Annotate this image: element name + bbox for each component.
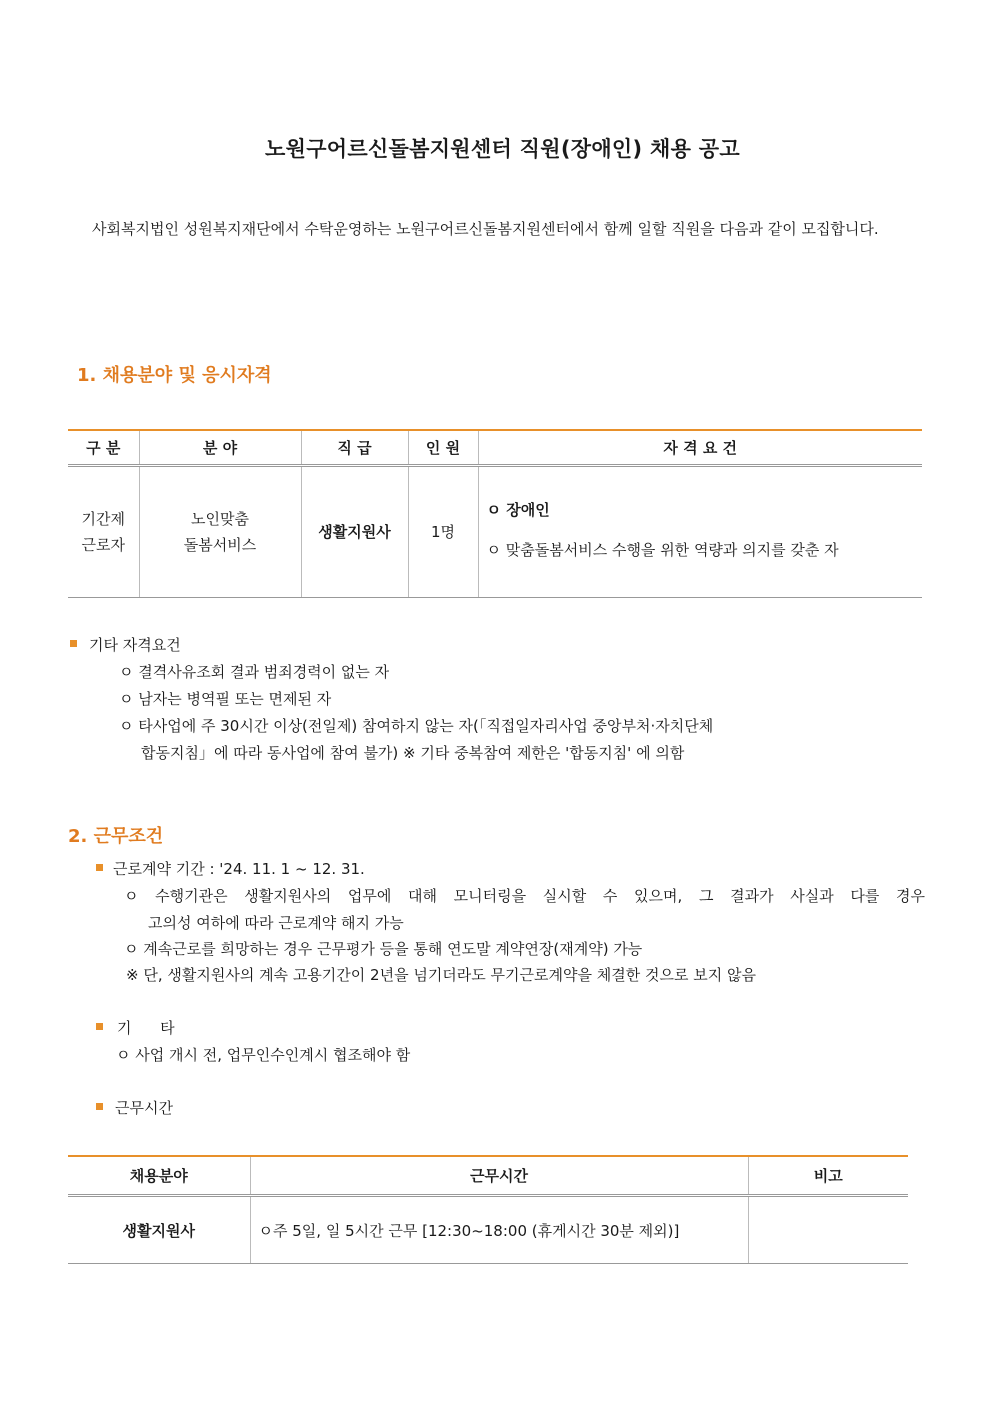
list-item-continuation: 고의성 여하에 따라 근로계약 해지 가능: [148, 914, 404, 932]
list-item: ㅇ 타사업에 주 30시간 이상(전일제) 참여하지 않는 자(「직접일자리사업 중앙부처·자치단체: [119, 717, 714, 735]
header-note: 비고: [748, 1156, 908, 1196]
work-hours-heading: 근무시간: [96, 1095, 173, 1122]
intro-paragraph: [74, 216, 926, 243]
other-requirements-heading: 기타 자격요건: [70, 632, 181, 659]
etc-heading: 기 타: [96, 1015, 175, 1042]
list-item: ㅇ 결격사유조회 결과 범죄경력이 없는 자: [119, 663, 390, 681]
header-hours: 근무시간: [250, 1156, 748, 1196]
section1-heading: 1. 채용분야 및 응시자격: [77, 365, 272, 386]
square-bullet-icon: [96, 1023, 103, 1030]
cell-field: 생활지원사: [68, 1196, 250, 1264]
header-category: 구 분: [68, 430, 139, 466]
contract-period-heading: 근로계약 기간 : '24. 11. 1 ~ 12. 31.: [96, 856, 365, 883]
header-field: 분 야: [139, 430, 301, 466]
cell-note: [748, 1196, 908, 1264]
cell-position: 생활지원사: [301, 466, 408, 598]
requirement-item: ㅇ 장애인: [486, 501, 550, 519]
header-field: 채용분야: [68, 1156, 250, 1196]
category-line2: 근로자: [81, 536, 125, 554]
square-bullet-icon: [70, 640, 77, 647]
table-header-row: [68, 1156, 908, 1196]
cell-requirements: [478, 466, 922, 598]
intro-text: 사회복지법인 성원복지재단에서 수탁운영하는 노원구어르신돌봄지원센터에서 함께 일할 직원을 다음과 같이 모집합니다.: [92, 220, 879, 238]
list-item-continuation: 합동지침」에 따라 동사업에 참여 불가) ※ 기타 중복참여 제한은 '합동지침' 에 의함: [141, 744, 685, 762]
list-item: ㅇ 수행기관은 생활지원사의 업무에 대해 모니터링을 실시할 수 있으며, 그 결과가 사실과 다를 경우: [124, 887, 925, 905]
category-line1: 기간제: [81, 510, 125, 528]
cell-count: 1명: [408, 466, 478, 598]
square-bullet-icon: [96, 1103, 103, 1110]
section2-heading: 2. 근무조건: [68, 826, 164, 847]
field-line2: 돌봄서비스: [183, 536, 257, 554]
list-item: ㅇ 계속근로를 희망하는 경우 근무평가 등을 통해 연도말 계약연장(재계약) 가능: [124, 940, 643, 958]
requirement-item: ㅇ 맞춤돌봄서비스 수행을 위한 역량과 의지를 갖춘 자: [486, 541, 839, 559]
cell-category: [68, 466, 139, 598]
header-requirements: 자 격 요 건: [478, 430, 922, 466]
table-row: [68, 1196, 908, 1264]
note: ※ 단, 생활지원사의 계속 고용기간이 2년을 넘기더라도 무기근로계약을 체결한 것으로 보지 않음: [126, 966, 756, 984]
square-bullet-icon: [96, 864, 103, 871]
cell-hours: ㅇ주 5일, 일 5시간 근무 [12:30~18:00 (휴게시간 30분 제외)]: [250, 1196, 748, 1264]
table-row: [68, 466, 922, 598]
page-title: 노원구어르신돌봄지원센터 직원(장애인) 채용 공고: [265, 137, 740, 161]
header-grade: 직 급: [301, 430, 408, 466]
table-header-row: [68, 430, 922, 466]
work-hours-table: [68, 1155, 908, 1264]
field-line1: 노인맞춤: [191, 510, 249, 528]
qualification-table: [68, 429, 922, 598]
list-item: ㅇ 사업 개시 전, 업무인수인계시 협조해야 함: [116, 1046, 411, 1064]
header-count: 인 원: [408, 430, 478, 466]
cell-field: [139, 466, 301, 598]
list-item: ㅇ 남자는 병역필 또는 면제된 자: [119, 690, 332, 708]
